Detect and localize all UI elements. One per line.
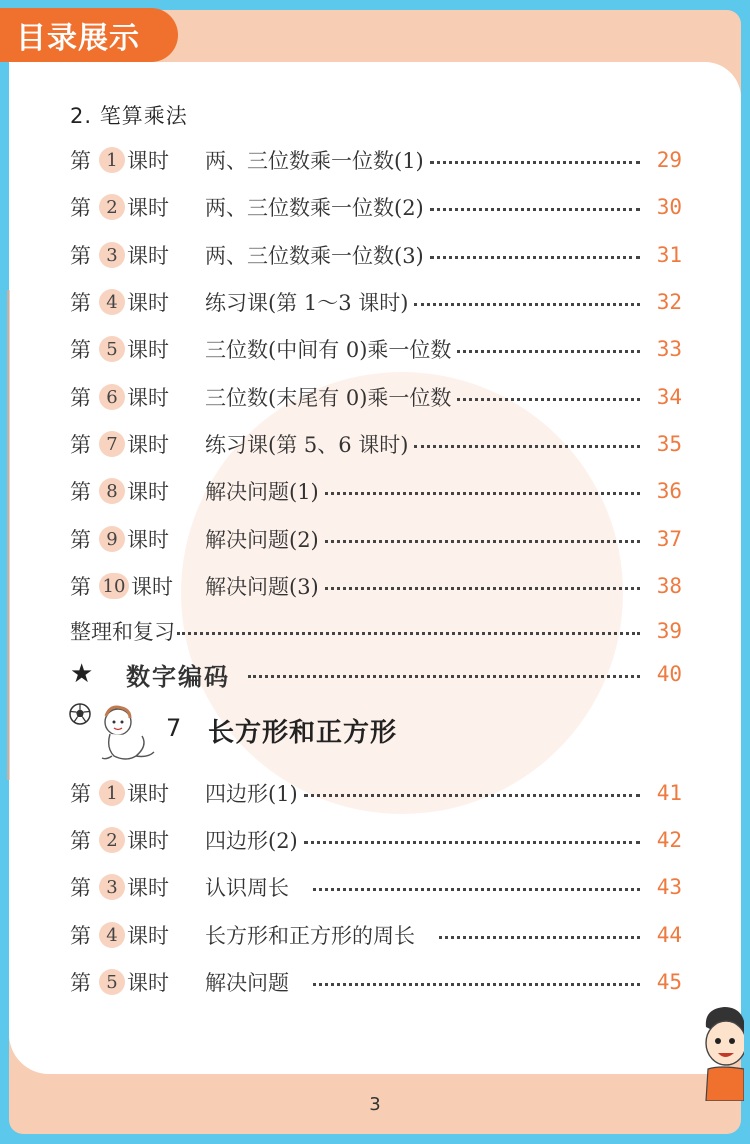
- row-prefix: 第: [70, 876, 91, 900]
- header-tab: [0, 8, 178, 62]
- row-suffix: 课时: [127, 149, 169, 173]
- page-number: 32: [656, 290, 682, 314]
- row-suffix: 课时: [127, 480, 169, 504]
- page-number: 40: [656, 662, 682, 686]
- page-number: 43: [656, 875, 682, 899]
- page-footer-number: 3: [369, 1094, 381, 1115]
- row-prefix: 第: [70, 386, 91, 410]
- review-label: 整理和复习: [70, 620, 175, 644]
- row-title: 练习课(第 1～3 课时): [205, 291, 409, 315]
- row-suffix: 课时: [127, 924, 169, 948]
- row-suffix: 课时: [127, 244, 169, 268]
- page-number: 34: [656, 385, 682, 409]
- boy-mascot-icon: [700, 1005, 744, 1101]
- row-suffix: 课时: [127, 291, 169, 315]
- lesson-number-badge: 9: [99, 526, 125, 552]
- toc-row[interactable]: [70, 870, 682, 904]
- dot-leader: [248, 675, 640, 678]
- toc-row[interactable]: [70, 332, 682, 366]
- page-number: 29: [656, 148, 682, 172]
- row-title: 四边形(1): [205, 782, 298, 806]
- header-tab-label: 目录展示: [16, 21, 140, 56]
- page-number: 35: [656, 432, 682, 456]
- row-prefix: 第: [70, 433, 91, 457]
- row-prefix: 第: [70, 528, 91, 552]
- lesson-number-badge: 5: [99, 969, 125, 995]
- lesson-number-badge: 4: [99, 289, 125, 315]
- row-suffix: 课时: [127, 528, 169, 552]
- dot-leader: [439, 936, 640, 939]
- page-number: 31: [656, 243, 682, 267]
- dot-leader: [430, 208, 640, 211]
- toc-row[interactable]: [70, 190, 682, 224]
- row-title: 解决问题(1): [205, 480, 319, 504]
- unit-number: 7: [166, 714, 182, 742]
- row-suffix: 课时: [127, 782, 169, 806]
- page-number: 45: [656, 970, 682, 994]
- star-icon: ★: [70, 659, 94, 689]
- row-title: 解决问题(3): [205, 575, 319, 599]
- row-prefix: 第: [70, 338, 91, 362]
- lesson-number-badge: 4: [99, 922, 125, 948]
- page-number: 42: [656, 828, 682, 852]
- page-number: 44: [656, 923, 682, 947]
- dot-leader: [313, 888, 640, 891]
- toc-row[interactable]: [70, 965, 682, 999]
- dot-leader: [325, 492, 640, 495]
- special-row[interactable]: [70, 657, 682, 691]
- lesson-number-badge: 7: [99, 431, 125, 457]
- row-title: 解决问题(2): [205, 528, 319, 552]
- row-suffix: 课时: [127, 876, 169, 900]
- dot-leader: [414, 303, 640, 306]
- dot-leader: [430, 161, 640, 164]
- dot-leader: [414, 445, 640, 448]
- row-prefix: 第: [70, 244, 91, 268]
- toc-row[interactable]: [70, 238, 682, 272]
- dot-leader: [304, 841, 640, 844]
- dot-leader: [457, 350, 640, 353]
- dot-leader: [177, 632, 640, 635]
- row-title: 四边形(2): [205, 829, 298, 853]
- row-prefix: 第: [70, 971, 91, 995]
- unit-title: 长方形和正方形: [208, 718, 398, 748]
- lesson-number-badge: 10: [99, 573, 129, 599]
- row-suffix: 课时: [127, 338, 169, 362]
- child-mascot-icon: [96, 700, 158, 764]
- row-prefix: 第: [70, 149, 91, 173]
- dot-leader: [325, 587, 640, 590]
- toc-row[interactable]: [70, 918, 682, 952]
- row-title: 三位数(中间有 0)乘一位数: [205, 338, 452, 362]
- review-row[interactable]: [70, 614, 682, 648]
- page-number: 30: [656, 195, 682, 219]
- toc-row[interactable]: [70, 776, 682, 810]
- lesson-number-badge: 8: [99, 478, 125, 504]
- page-number: 36: [656, 479, 682, 503]
- row-title: 两、三位数乘一位数(3): [205, 244, 424, 268]
- dot-leader: [325, 540, 640, 543]
- soccer-ball-icon: [68, 702, 92, 726]
- unit-heading[interactable]: [68, 700, 468, 770]
- page-number: 41: [656, 781, 682, 805]
- row-prefix: 第: [70, 291, 91, 315]
- lesson-number-badge: 1: [99, 147, 125, 173]
- page-number: 39: [656, 619, 682, 643]
- row-suffix: 课时: [127, 433, 169, 457]
- row-suffix: 课时: [127, 971, 169, 995]
- section-title: 2. 笔算乘法: [70, 104, 188, 128]
- dot-leader: [457, 398, 640, 401]
- row-prefix: 第: [70, 829, 91, 853]
- row-title: 长方形和正方形的周长: [205, 924, 415, 948]
- row-prefix: 第: [70, 480, 91, 504]
- lesson-number-badge: 2: [99, 194, 125, 220]
- row-prefix: 第: [70, 575, 91, 599]
- row-title: 三位数(末尾有 0)乘一位数: [205, 386, 452, 410]
- toc-row[interactable]: [70, 143, 682, 177]
- lesson-number-badge: 5: [99, 336, 125, 362]
- lesson-number-badge: 6: [99, 384, 125, 410]
- page-number: 33: [656, 337, 682, 361]
- toc-row[interactable]: [70, 522, 682, 556]
- lesson-number-badge: 2: [99, 827, 125, 853]
- row-title: 两、三位数乘一位数(2): [205, 196, 424, 220]
- row-title: 认识周长: [205, 876, 289, 900]
- page-number: 37: [656, 527, 682, 551]
- row-prefix: 第: [70, 924, 91, 948]
- row-suffix: 课时: [127, 196, 169, 220]
- lesson-number-badge: 3: [99, 242, 125, 268]
- dot-leader: [430, 256, 640, 259]
- row-suffix: 课时: [127, 829, 169, 853]
- row-prefix: 第: [70, 782, 91, 806]
- row-title: 两、三位数乘一位数(1): [205, 149, 424, 173]
- row-suffix: 课时: [127, 386, 169, 410]
- toc-row[interactable]: [70, 474, 682, 508]
- row-title: 解决问题: [205, 971, 289, 995]
- toc-row[interactable]: [70, 427, 682, 461]
- toc-row[interactable]: [70, 569, 682, 603]
- toc-row[interactable]: [70, 380, 682, 414]
- page-number: 38: [656, 574, 682, 598]
- row-title: 练习课(第 5、6 课时): [205, 433, 409, 457]
- lesson-number-badge: 1: [99, 780, 125, 806]
- dot-leader: [313, 983, 640, 986]
- lesson-number-badge: 3: [99, 874, 125, 900]
- special-label: 数字编码: [126, 662, 230, 691]
- row-prefix: 第: [70, 196, 91, 220]
- toc-row[interactable]: [70, 823, 682, 857]
- dot-leader: [304, 794, 640, 797]
- toc-row[interactable]: [70, 285, 682, 319]
- row-suffix: 课时: [131, 575, 173, 599]
